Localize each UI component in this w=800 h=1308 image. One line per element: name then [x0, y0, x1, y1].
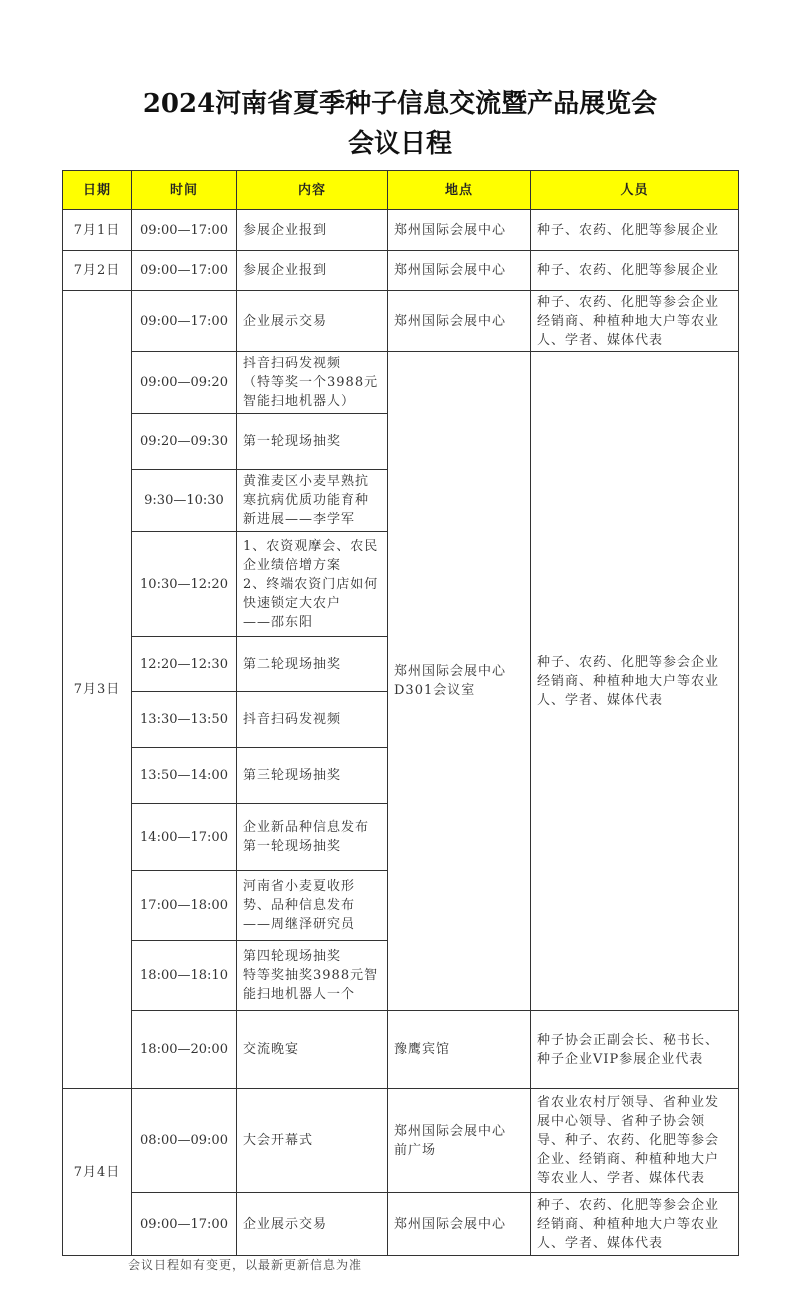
venue-cell: 郑州国际会展中心 [388, 210, 531, 251]
time-cell: 17:00—18:00 [132, 871, 237, 941]
table-row [63, 1193, 739, 1256]
document-subtitle: 会议日程 [347, 129, 452, 159]
header-venue: 地点 [388, 171, 531, 210]
time-cell: 09:00—17:00 [132, 251, 237, 291]
date-cell: 7月4日 [63, 1089, 132, 1256]
content-cell: 第一轮现场抽奖 [237, 414, 388, 470]
footnote: 会议日程如有变更，以最新更新信息为准 [128, 1258, 363, 1272]
table-row [63, 1011, 739, 1089]
content-cell: 参展企业报到 [237, 251, 388, 291]
header-date: 日期 [63, 171, 132, 210]
time-cell: 09:00—09:20 [132, 352, 237, 414]
content-cell: 企业新品种信息发布 第一轮现场抽奖 [237, 804, 388, 871]
venue-cell: 郑州国际会展中心 D301会议室 [388, 352, 531, 1011]
date-cell: 7月3日 [63, 291, 132, 1089]
people-cell: 种子、农药、化肥等参会企业经销商、种植种地大户等农业人、学者、媒体代表 [531, 291, 739, 352]
venue-cell: 郑州国际会展中心 [388, 1193, 531, 1256]
people-cell: 种子、农药、化肥等参展企业 [531, 210, 739, 251]
content-cell: 参展企业报到 [237, 210, 388, 251]
table-row [63, 291, 739, 352]
venue-cell: 郑州国际会展中心 [388, 251, 531, 291]
date-cell: 7月2日 [63, 251, 132, 291]
content-cell: 企业展示交易 [237, 291, 388, 352]
people-cell: 种子协会正副会长、秘书长、种子企业VIP参展企业代表 [531, 1011, 739, 1089]
time-cell: 09:20—09:30 [132, 414, 237, 470]
time-cell: 09:00—17:00 [132, 210, 237, 251]
table-row [63, 352, 739, 414]
content-cell: 大会开幕式 [237, 1089, 388, 1193]
date-cell: 7月1日 [63, 210, 132, 251]
time-cell: 09:00—17:00 [132, 1193, 237, 1256]
people-cell: 种子、农药、化肥等参会企业经销商、种植种地大户等农业人、学者、媒体代表 [531, 352, 739, 1011]
content-cell: 交流晚宴 [237, 1011, 388, 1089]
table-header-row [63, 171, 739, 210]
content-cell: 第二轮现场抽奖 [237, 637, 388, 692]
content-cell: 河南省小麦夏收形势、品种信息发布 ——周继泽研究员 [237, 871, 388, 941]
venue-cell: 郑州国际会展中心 前广场 [388, 1089, 531, 1193]
venue-cell: 郑州国际会展中心 [388, 291, 531, 352]
time-cell: 18:00—18:10 [132, 941, 237, 1011]
document-title: 2024河南省夏季种子信息交流暨产品展览会 [142, 89, 658, 119]
content-cell: 企业展示交易 [237, 1193, 388, 1256]
content-cell: 黄淮麦区小麦早熟抗寒抗病优质功能育种新进展——李学军 [237, 470, 388, 532]
table-row [63, 210, 739, 251]
time-cell: 14:00—17:00 [132, 804, 237, 871]
people-cell: 种子、农药、化肥等参会企业经销商、种植种地大户等农业人、学者、媒体代表 [531, 1193, 739, 1256]
people-cell: 省农业农村厅领导、省种业发展中心领导、省种子协会领导、种子、农药、化肥等参会企业、经销商、种植种地大户等农业人、学者、媒体代表 [531, 1089, 739, 1193]
time-cell: 10:30—12:20 [132, 532, 237, 637]
time-cell: 09:00—17:00 [132, 291, 237, 352]
venue-cell: 豫鹰宾馆 [388, 1011, 531, 1089]
content-cell: 1、农资观摩会、农民企业绩倍增方案 2、终端农资门店如何快速锁定大农户 ——邵东阳 [237, 532, 388, 637]
content-cell: 第三轮现场抽奖 [237, 748, 388, 804]
table-row [63, 251, 739, 291]
time-cell: 18:00—20:00 [132, 1011, 237, 1089]
time-cell: 08:00—09:00 [132, 1089, 237, 1193]
time-cell: 12:20—12:30 [132, 637, 237, 692]
people-cell: 种子、农药、化肥等参展企业 [531, 251, 739, 291]
content-cell: 抖音扫码发视频 （特等奖一个3988元智能扫地机器人） [237, 352, 388, 414]
time-cell: 13:50—14:00 [132, 748, 237, 804]
header-time: 时间 [132, 171, 237, 210]
schedule-table [62, 170, 739, 1256]
time-cell: 13:30—13:50 [132, 692, 237, 748]
content-cell: 抖音扫码发视频 [237, 692, 388, 748]
time-cell: 9:30—10:30 [132, 470, 237, 532]
content-cell: 第四轮现场抽奖 特等奖抽奖3988元智能扫地机器人一个 [237, 941, 388, 1011]
table-row [63, 1089, 739, 1193]
header-content: 内容 [237, 171, 388, 210]
header-people: 人员 [531, 171, 739, 210]
